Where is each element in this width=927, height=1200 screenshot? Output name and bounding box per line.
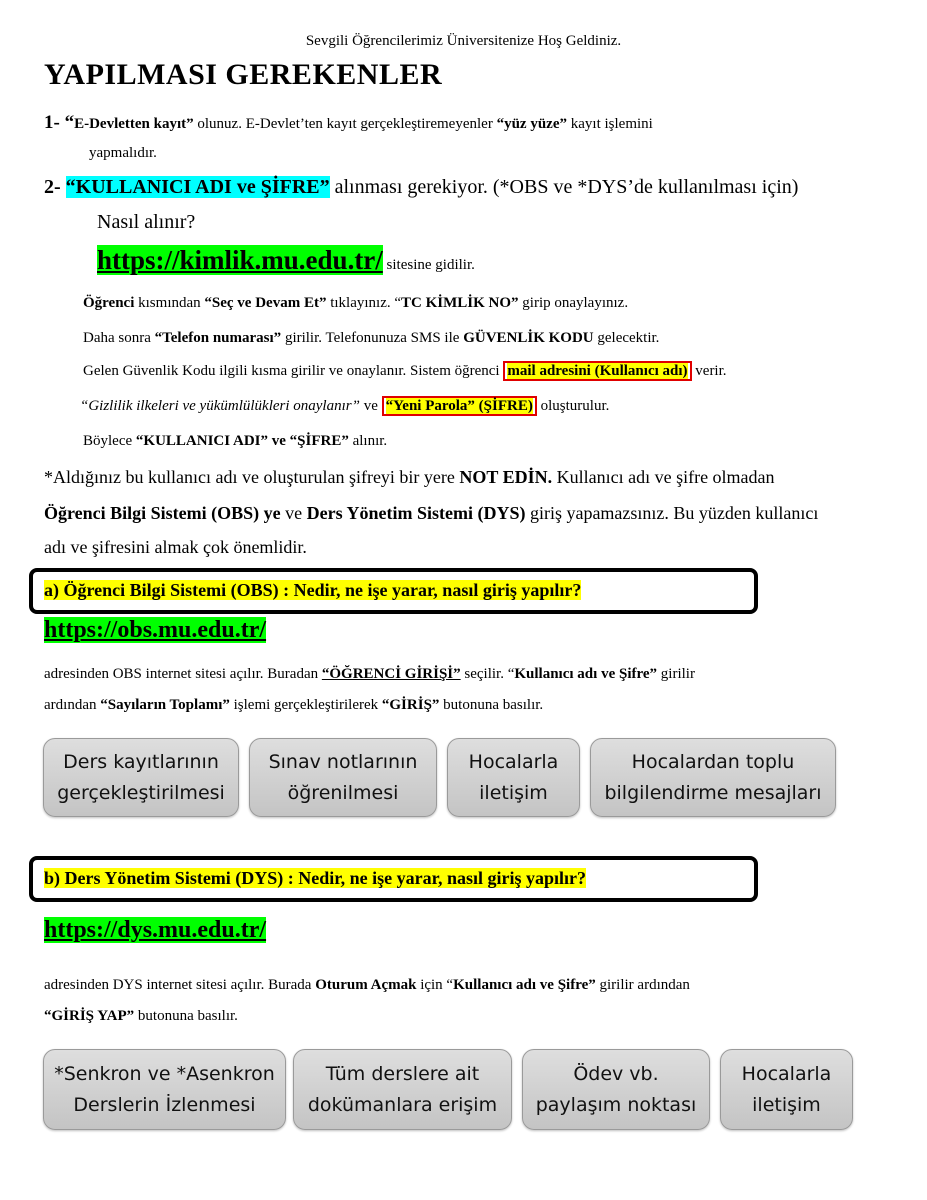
kimlik-link[interactable]: https://kimlik.mu.edu.tr/ <box>97 245 383 275</box>
telefon-label: “Telefon numarası” <box>154 330 282 346</box>
obs-text: adresinden OBS internet sitesi açılır. Buradan <box>44 666 322 682</box>
obs-heading <box>44 580 581 601</box>
giris-label: “GİRİŞ” <box>381 697 440 713</box>
dys-text: butonuna basılır. <box>134 1008 238 1024</box>
step-1-edevlet: E-Devletten kayıt” <box>74 116 194 132</box>
sec-devam-label: “Seç ve Devam Et” <box>204 295 327 311</box>
obs-card-bulk-messages: Hocalardan toplu bilgilendirme mesajları <box>590 738 836 817</box>
instr-text: oluşturulur. <box>536 398 610 414</box>
dys-heading-text: b) Ders Yönetim Sistemi (DYS) : Nedir, ne işe yarar, nasıl giriş yapılır? <box>44 868 586 888</box>
dys-label: Ders Yönetim Sistemi (DYS) <box>306 503 526 523</box>
mail-username-text: mail adresini (Kullanıcı adı) <box>507 363 688 379</box>
ogrenci-label: Öğrenci <box>83 295 135 311</box>
dys-heading <box>44 868 586 889</box>
obs-text: işlemi gerçekleştirilerek <box>229 697 382 713</box>
obs-card-contact-instructors: Hocalarla iletişim <box>447 738 580 817</box>
instr-text: tıklayınız. “ <box>326 295 402 311</box>
page-title: YAPILMASI GEREKENLER <box>44 58 443 91</box>
instr-text: girip onaylayınız. <box>518 295 629 311</box>
dys-card-homework: Ödev vb. paylaşım noktası <box>522 1049 710 1130</box>
instr-text: alınır. <box>348 433 388 449</box>
note-line-2 <box>44 503 818 524</box>
password-box <box>382 396 537 416</box>
dys-credentials-label: Kullanıcı adı ve Şifre” <box>453 977 596 993</box>
note-text: giriş yapamazsınız. Bu yüzden kullanıcı <box>525 503 819 523</box>
dys-text: adresinden DYS internet sitesi açılır. Burada <box>44 977 316 993</box>
instr-text: verir. <box>691 363 727 379</box>
instruction-line-4 <box>80 398 609 415</box>
instruction-line-2 <box>83 330 659 347</box>
obs-heading-text: a) Öğrenci Bilgi Sistemi (OBS) : Nedir, ne işe yarar, nasıl giriş yapılır? <box>44 580 582 600</box>
obs-desc-line-1 <box>44 666 695 683</box>
instruction-line-1 <box>83 295 628 312</box>
obs-url-line <box>44 617 266 644</box>
obs-text: girilir <box>657 666 695 682</box>
obs-credentials-label: Kullanıcı adı ve Şifre” <box>514 666 658 682</box>
giris-yap-label: “GİRİŞ YAP” <box>44 1008 135 1024</box>
dys-desc-line-1 <box>44 977 690 994</box>
sayilarin-toplami-label: “Sayıların Toplamı” <box>100 697 230 713</box>
step-1-line-1 <box>44 112 653 134</box>
how-to-get: Nasıl alınır? <box>97 211 196 233</box>
instr-text: Böylece <box>83 433 136 449</box>
mail-username-box <box>503 361 691 381</box>
step-1-number: 1- <box>44 112 60 133</box>
obs-label: Öğrenci Bilgi Sistemi (OBS) ye <box>44 503 281 523</box>
oturum-acmak-label: Oturum Açmak <box>315 977 417 993</box>
step-2-number: 2- <box>44 176 61 198</box>
obs-card-exam-grades: Sınav notlarının öğrenilmesi <box>249 738 437 817</box>
obs-card-course-registration: Ders kayıtlarının gerçekleştirilmesi <box>43 738 239 817</box>
obs-desc-line-2 <box>44 697 543 714</box>
dys-link[interactable]: https://dys.mu.edu.tr/ <box>44 917 267 943</box>
step-1-text: olunuz. E-Devlet’ten kayıt gerçekleştiremeyenler <box>193 116 497 132</box>
instruction-line-3 <box>83 363 727 380</box>
note-text: Kullanıcı adı ve şifre olmadan <box>552 467 775 487</box>
obs-text: ardından <box>44 697 101 713</box>
dys-text: girilir ardından <box>595 977 690 993</box>
instr-text: girilir. Telefonunuza SMS ile <box>281 330 464 346</box>
obs-text: seçilir. “ <box>460 666 515 682</box>
instr-text: gelecektir. <box>593 330 660 346</box>
instr-text: Gelen Güvenlik Kodu ilgili kısma girilir ve onaylanır. Sistem öğrenci <box>83 363 504 379</box>
welcome-text: Sevgili Öğrencilerimiz Üniversitenize Hoş Geldiniz. <box>305 33 622 49</box>
tc-kimlik-label: TC KİMLİK NO” <box>401 295 519 311</box>
step-2-text: alınması gerekiyor. (*OBS ve *DYS’de kullanılması için) <box>329 176 799 198</box>
gizlilik-text: “Gizlilik ilkeleri ve yükümlülükleri onaylanır” <box>80 398 360 414</box>
dys-card-documents: Tüm derslere ait dokümanlara erişim <box>293 1049 512 1130</box>
note-line-1 <box>44 467 775 488</box>
dys-text: için “ <box>416 977 454 993</box>
note-text: *Aldığınız bu kullanıcı adı ve oluşturulan şifreyi bir yere <box>44 467 460 487</box>
obs-text: butonuna basılır. <box>439 697 544 713</box>
kimlik-suffix: sitesine gidilir. <box>382 257 475 273</box>
instr-text: Daha sonra <box>83 330 155 346</box>
step-1-line-2: yapmalıdır. <box>89 145 157 161</box>
instruction-line-5 <box>83 433 387 450</box>
kullanici-sifre-label: “KULLANICI ADI” ve “ŞİFRE” <box>135 433 349 449</box>
step-2-highlight: “KULLANICI ADI ve ŞİFRE” <box>65 176 330 198</box>
dys-card-sync-async: *Senkron ve *Asenkron Derslerin İzlenmesi <box>43 1049 286 1130</box>
note-line-3: adı ve şifresini almak çok önemlidir. <box>44 537 307 557</box>
dys-desc-line-2 <box>44 1008 238 1025</box>
step-2-line <box>44 176 798 199</box>
step-1-yuzyuze: “yüz yüze” <box>496 116 567 132</box>
step-1-text-2: kayıt işlemini <box>567 116 653 132</box>
step-1-quote: “ <box>64 112 75 133</box>
kimlik-url-line <box>97 245 475 276</box>
guvenlik-kodu-label: GÜVENLİK KODU <box>463 330 594 346</box>
dys-card-contact-instructors: Hocalarla iletişim <box>720 1049 853 1130</box>
ogrenci-girisi-label: “ÖĞRENCİ GİRİŞİ” <box>321 666 461 682</box>
instr-text: kısmından <box>134 295 205 311</box>
instr-text: ve <box>359 398 382 414</box>
not-edin-label: NOT EDİN. <box>459 467 553 487</box>
dys-url-line <box>44 917 266 944</box>
password-text: “Yeni Parola” (ŞİFRE) <box>385 398 533 414</box>
obs-link[interactable]: https://obs.mu.edu.tr/ <box>44 617 267 643</box>
note-text: ve <box>280 503 307 523</box>
